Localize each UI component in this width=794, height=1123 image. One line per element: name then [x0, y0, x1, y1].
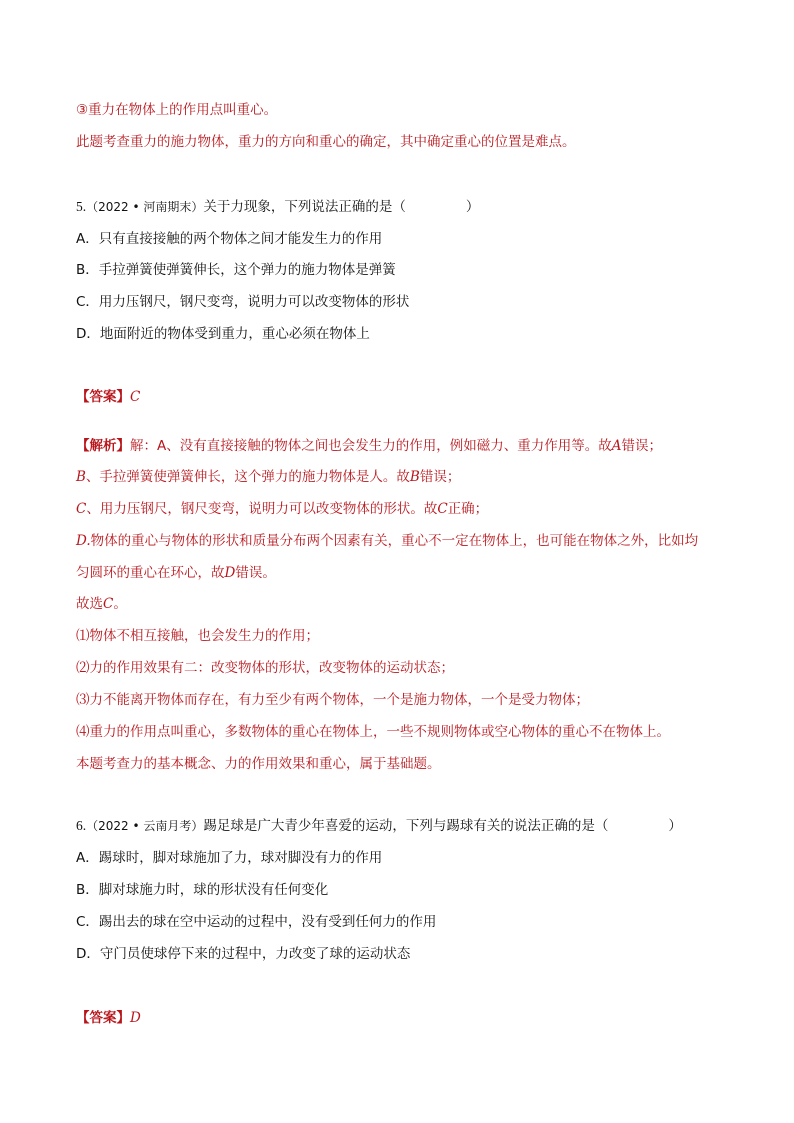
option-d: D．地面附近的物体受到重力，重心必须在物体上 — [76, 326, 370, 342]
analysis-line-4 — [76, 531, 698, 551]
analysis-option-lead: C — [76, 501, 87, 517]
answer-line — [76, 387, 140, 407]
analysis-verdict: 正确； — [447, 501, 489, 517]
answer-line — [76, 1008, 141, 1028]
question-source: （2022 • 河南期末） — [86, 200, 204, 214]
option-c: C．用力压钢尺，钢尺变弯，说明力可以改变物体的形状 — [76, 294, 410, 310]
analysis-line-2 — [76, 467, 460, 487]
analysis-option-lead: B — [76, 469, 86, 485]
analysis-choice — [76, 594, 127, 614]
answer-bracket-close: ） — [668, 818, 682, 834]
analysis-text: 物体的重心与物体的形状和质量分布两个因素有关，重心不一定在物体上，也可能在物体之外，比如均 — [90, 533, 699, 549]
analysis-option-ref: C — [437, 501, 448, 517]
analysis-option-ref: A — [611, 438, 622, 454]
analysis-label: 【解析】 — [76, 438, 130, 454]
solution-summary: 此题考查重力的施力物体，重力的方向和重心的确定，其中确定重心的位置是难点。 — [76, 134, 576, 150]
analysis-text: 、手拉弹簧使弹簧伸长，这个弹力的施力物体是人。故 — [85, 469, 410, 485]
note-4: ⑷重力的作用点叫重心，多数物体的重心在物体上，一些不规则物体或空心物体的重心不在物体上。 — [76, 724, 670, 740]
analysis-verdict: 错误； — [419, 469, 461, 485]
answer-bracket-open: （ — [392, 199, 406, 215]
question-number: 5. — [76, 199, 87, 214]
option-a: A．踢球时，脚对球施加了力，球对脚没有力的作用 — [76, 850, 383, 866]
question-5-stem — [76, 197, 479, 217]
option-a: A．只有直接接触的两个物体之间才能发生力的作用 — [76, 231, 383, 247]
option-b: B．脚对球施力时，球的形状没有任何变化 — [76, 882, 329, 898]
analysis-line-5 — [76, 563, 276, 583]
analysis-verdict: 。 — [113, 596, 127, 612]
question-text: 踢足球是广大青少年喜爱的运动，下列与踢球有关的说法正确的是 — [203, 818, 595, 834]
answer-bracket-close: ） — [465, 199, 480, 215]
answer-label: 【答案】 — [76, 1010, 130, 1026]
analysis-option-ref: C — [103, 596, 114, 612]
question-source: （2022 • 云南月考） — [86, 819, 204, 833]
option-d: D．守门员使球停下来的过程中，力改变了球的运动状态 — [76, 946, 411, 962]
question-6-stem — [76, 816, 682, 836]
analysis-verdict: 错误。 — [235, 565, 276, 581]
analysis-line-1 — [76, 436, 662, 456]
analysis-text: 匀圆环的重心在环心，故 — [76, 565, 225, 581]
note-2: ⑵力的作用效果有二：改变物体的形状，改变物体的运动状态； — [76, 660, 454, 676]
answer-value: D — [130, 1010, 141, 1026]
solution-point-3: ③重力在物体上的作用点叫重心。 — [76, 102, 278, 118]
question-text: 关于力现象，下列说法正确的是 — [203, 199, 393, 215]
analysis-line-3 — [76, 499, 488, 519]
analysis-option-ref: D — [224, 565, 236, 581]
analysis-option-ref: B — [409, 469, 420, 485]
analysis-text: 、用力压钢尺，钢尺变弯，说明力可以改变物体的形状。故 — [86, 501, 438, 517]
analysis-verdict: 错误； — [621, 438, 662, 454]
analysis-text: 故选 — [76, 596, 103, 612]
analysis-summary: 本题考查力的基本概念、力的作用效果和重心，属于基础题。 — [76, 756, 441, 772]
option-b: B．手拉弹簧使弹簧伸长，这个弹力的施力物体是弹簧 — [76, 262, 396, 278]
option-c: C．踢出去的球在空中运动的过程中，没有受到任何力的作用 — [76, 914, 437, 930]
question-number: 6. — [76, 818, 87, 833]
analysis-option-lead: D. — [76, 533, 91, 549]
answer-label: 【答案】 — [76, 389, 130, 405]
note-1: ⑴物体不相互接触，也会发生力的作用； — [76, 628, 319, 644]
answer-bracket-open: （ — [594, 818, 609, 834]
answer-value: C — [130, 389, 141, 405]
note-3: ⑶力不能离开物体而存在，有力至少有两个物体，一个是施力物体，一个是受力物体； — [76, 692, 589, 708]
analysis-text: 解：A、没有直接接触的物体之间也会发生力的作用，例如磁力、重力作用等。故 — [130, 438, 612, 454]
